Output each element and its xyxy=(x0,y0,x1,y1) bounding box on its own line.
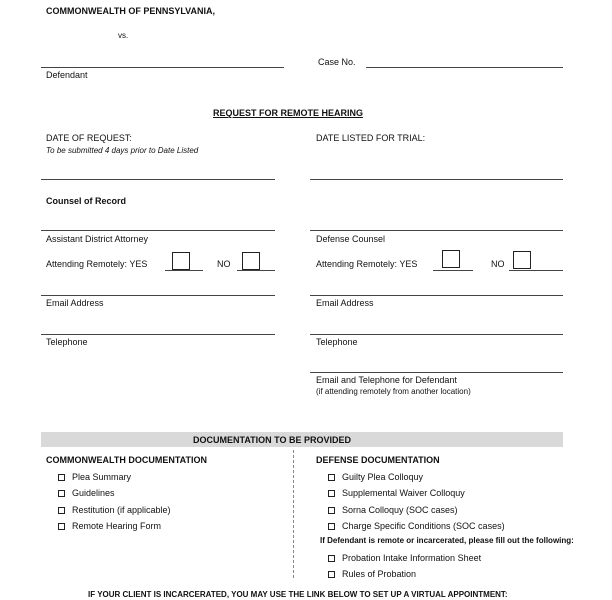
ada-name-line[interactable] xyxy=(41,230,275,231)
commonwealth-doc-item[interactable] xyxy=(58,505,171,515)
defendant-contact-label: Email and Telephone for Defendant xyxy=(316,375,457,385)
defense-doc-item[interactable] xyxy=(328,521,505,531)
ada-no-checkbox[interactable] xyxy=(242,252,260,270)
versus-label: vs. xyxy=(118,31,129,40)
defense-doc-item-label: Sorna Colloquy (SOC cases) xyxy=(342,505,458,515)
commonwealth-doc-item[interactable] xyxy=(58,521,161,531)
ada-no-line xyxy=(237,270,275,271)
defense-doc-item-label: Guilty Plea Colloquy xyxy=(342,472,424,482)
checkbox-icon[interactable] xyxy=(328,555,335,562)
ada-phone-line[interactable] xyxy=(41,334,275,335)
defense-phone-label: Telephone xyxy=(316,337,358,347)
date-listed-label: DATE LISTED FOR TRIAL: xyxy=(316,133,426,143)
ada-yes-checkbox[interactable] xyxy=(172,252,190,270)
checkbox-icon[interactable] xyxy=(58,490,65,497)
defense-no-label: NO xyxy=(491,259,505,269)
date-of-request-line[interactable] xyxy=(41,179,275,180)
defendant-label: Defendant xyxy=(46,70,88,80)
ada-email-label: Email Address xyxy=(46,298,104,308)
defense-doc-item-label: Probation Intake Information Sheet xyxy=(342,553,482,563)
defense-doc-item-label: Rules of Probation xyxy=(342,569,417,579)
ada-attending-label: Attending Remotely: YES xyxy=(46,259,148,269)
ada-no-label: NO xyxy=(217,259,231,269)
defense-name-line[interactable] xyxy=(310,230,563,231)
case-no-line[interactable] xyxy=(366,67,563,68)
commonwealth-doc-item[interactable] xyxy=(58,472,131,482)
commonwealth-doc-heading: COMMONWEALTH DOCUMENTATION xyxy=(46,455,207,465)
defense-yes-checkbox[interactable] xyxy=(442,250,460,268)
defense-doc-item[interactable] xyxy=(328,569,416,579)
documentation-divider xyxy=(293,450,294,578)
defense-title: Defense Counsel xyxy=(316,234,386,244)
documentation-banner-text: DOCUMENTATION TO BE PROVIDED xyxy=(193,435,352,445)
date-of-request-label: DATE OF REQUEST: xyxy=(46,133,132,143)
commonwealth-doc-item-label: Remote Hearing Form xyxy=(72,521,162,531)
defense-doc-item[interactable] xyxy=(328,472,423,482)
checkbox-icon[interactable] xyxy=(58,474,65,481)
checkbox-icon[interactable] xyxy=(328,523,335,530)
defense-doc-item[interactable] xyxy=(328,505,458,515)
date-of-request-note: To be submitted 4 days prior to Date Listed xyxy=(46,146,199,155)
ada-phone-label: Telephone xyxy=(46,337,88,347)
commonwealth-doc-item[interactable] xyxy=(58,488,115,498)
defense-yes-line xyxy=(433,270,473,271)
checkbox-icon[interactable] xyxy=(328,507,335,514)
checkbox-icon[interactable] xyxy=(328,474,335,481)
defense-remote-note: If Defendant is remote or incarcerated, please fill out the following: xyxy=(320,536,574,545)
defense-doc-item-label: Supplemental Waiver Colloquy xyxy=(342,488,465,498)
checkbox-icon[interactable] xyxy=(58,523,65,530)
checkbox-icon[interactable] xyxy=(328,571,335,578)
defense-doc-item[interactable] xyxy=(328,488,465,498)
commonwealth-doc-item-label: Plea Summary xyxy=(72,472,132,482)
defendant-contact-line[interactable] xyxy=(310,372,563,373)
footer-instruction: IF YOUR CLIENT IS INCARCERATED, YOU MAY USE THE LINK BELOW TO SET UP A VIRTUAL APPOINTMENT: xyxy=(88,590,508,599)
defense-phone-line[interactable] xyxy=(310,334,563,335)
defendant-line[interactable] xyxy=(41,67,284,68)
counsel-heading: Counsel of Record xyxy=(46,196,127,206)
defendant-contact-note: (if attending remotely from another location) xyxy=(316,387,471,396)
defense-no-line xyxy=(509,270,563,271)
date-listed-line[interactable] xyxy=(310,179,563,180)
checkbox-icon[interactable] xyxy=(58,507,65,514)
checkbox-icon[interactable] xyxy=(328,490,335,497)
plaintiff-caption: COMMONWEALTH OF PENNSYLVANIA, xyxy=(46,6,215,16)
defense-email-line[interactable] xyxy=(310,295,563,296)
ada-title: Assistant District Attorney xyxy=(46,234,149,244)
commonwealth-doc-item-label: Restitution (if applicable) xyxy=(72,505,171,515)
defense-doc-heading: DEFENSE DOCUMENTATION xyxy=(316,455,440,465)
commonwealth-doc-item-label: Guidelines xyxy=(72,488,115,498)
defense-no-checkbox[interactable] xyxy=(513,251,531,269)
form-title: REQUEST FOR REMOTE HEARING xyxy=(213,108,364,118)
defense-attending-label: Attending Remotely: YES xyxy=(316,259,418,269)
ada-email-line[interactable] xyxy=(41,295,275,296)
defense-email-label: Email Address xyxy=(316,298,374,308)
defense-doc-item[interactable] xyxy=(328,553,481,563)
defense-doc-item-label: Charge Specific Conditions (SOC cases) xyxy=(342,521,505,531)
case-no-label: Case No. xyxy=(318,57,356,67)
ada-yes-line xyxy=(165,270,203,271)
